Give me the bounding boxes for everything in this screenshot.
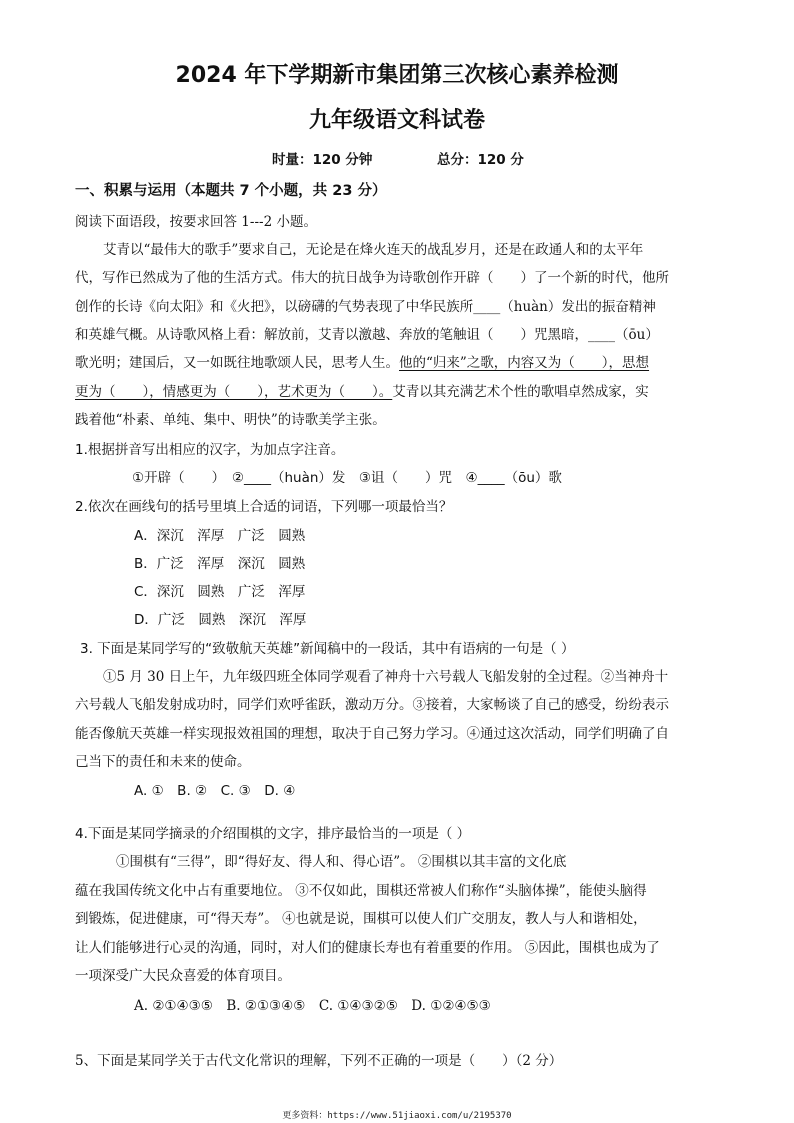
question-4-stem: 4.下面是某同学摘录的介绍围棋的文字，排序最恰当的一项是（ ） bbox=[75, 826, 471, 842]
exam-subtitle: 九年级语文科试卷 bbox=[308, 108, 485, 133]
question-3-line: ①5 月 30 日上午，九年级四班全体同学观看了神舟十六号载人飞船发射的全过程。②当神舟十 bbox=[103, 669, 669, 685]
passage-line: 艾青以其充满艺术个性的歌唱卓然成家，实 bbox=[392, 384, 649, 400]
question-4-line: 到锻炼，促进健康，可“得天寿”。 ④也就是说，围棋可以使人们广交朋友，教人与人和谐相处， bbox=[75, 911, 647, 927]
question-4-line: 一项深受广大民众喜爱的体育项目。 bbox=[75, 968, 291, 984]
question-4-options: A. ②①④③⑤ B. ②①③④⑤ C. ①④③②⑤ D. ①②④⑤③ bbox=[134, 998, 491, 1014]
passage-line: 歌光明；建国后，又一如既往地歌颂人民，思考人生。 bbox=[75, 355, 399, 371]
footer-link[interactable]: 更多资料：https://www.51jiaoxi.com/u/2195370 bbox=[282, 1111, 512, 1121]
underlined-sentence: 更为（ ），情感更为（ ），艺术更为（ ）。 bbox=[75, 384, 393, 400]
question-5-stem: 5、下面是某同学关于古代文化常识的理解，下列不正确的一项是（ ）（2 分） bbox=[75, 1053, 563, 1069]
question-2-option-b: B．广泛 浑厚 深沉 圆熟 bbox=[134, 556, 306, 572]
passage-line: 践着他“朴素、单纯、集中、明快”的诗歌美学主张。 bbox=[75, 412, 386, 428]
question-3-options: A. ① B. ② C. ③ D. ④ bbox=[134, 783, 296, 799]
passage-line: 创作的长诗《向太阳》和《火把》，以磅礴的气势表现了中华民族所____（huàn）发出的振奋精神 bbox=[75, 299, 656, 315]
question-2-option-a: A．深沉 浑厚 广泛 圆熟 bbox=[134, 528, 306, 544]
question-2-stem: 2.依次在画线句的括号里填上合适的词语，下列哪一项最恰当？ bbox=[75, 499, 453, 515]
exam-total-score: 总分：120 分 bbox=[437, 152, 524, 168]
section-heading: 一、积累与运用（本题共 7 个小题，共 23 分） bbox=[75, 183, 387, 199]
exam-time: 时量：120 分钟 bbox=[272, 152, 373, 168]
reading-intro: 阅读下面语段，按要求回答 1---2 小题。 bbox=[75, 214, 317, 230]
question-3-stem: 3. 下面是某同学写的“致敬航天英雄”新闻稿中的一段话，其中有语病的一句是（ ） bbox=[80, 641, 575, 657]
underlined-sentence: 他的“归来”之歌，内容又为（ ），思想 bbox=[399, 355, 650, 371]
question-4-line: ①围棋有“三得”，即“得好友、得人和、得心语”。 ②围棋以其丰富的文化底 bbox=[116, 854, 567, 870]
passage-line: 艾青以“最伟大的歌手”要求自己，无论是在烽火连天的战乱岁月，还是在政通人和的太平年 bbox=[103, 242, 644, 258]
exam-title: 2024 年下学期新市集团第三次核心素养检测 bbox=[175, 63, 619, 88]
question-3-line: 能否像航天英雄一样实现报效祖国的理想，取决于自己努力学习。④通过这次活动，同学们明确了自 bbox=[75, 726, 669, 742]
question-2-option-d: D．广泛 圆熟 深沉 浑厚 bbox=[134, 612, 307, 628]
question-4-line: 蕴在我国传统文化中占有重要地位。 ③不仅如此，围棋还常被人们称作“头脑体操”，能使头脑得 bbox=[75, 883, 647, 899]
question-3-line: 六号载人飞船发射成功时，同学们欢呼雀跃，激动万分。③接着，大家畅谈了自己的感受，纷纷表示 bbox=[75, 697, 669, 713]
passage-line: 代，写作已然成为了他的生活方式。伟大的抗日战争为诗歌创作开辟（ ）了一个新的时代，他所 bbox=[75, 270, 669, 286]
question-4-line: 让人们能够进行心灵的沟通，同时，对人们的健康长寿也有着重要的作用。 ⑤因此，围棋也成为了 bbox=[75, 940, 660, 956]
question-1-items: ①开辟（ ） ②____（huàn）发 ③诅（ ）咒 ④____（ōu）歌 bbox=[132, 470, 562, 486]
question-3-line: 己当下的责任和未来的使命。 bbox=[75, 754, 251, 770]
question-2-option-c: C．深沉 圆熟 广泛 浑厚 bbox=[134, 584, 306, 600]
question-1-stem: 1.根据拼音写出相应的汉字，为加点字注音。 bbox=[75, 442, 345, 458]
passage-line: 和英雄气概。从诗歌风格上看：解放前，艾青以激越、奔放的笔触诅（ ）咒黑暗，____（ōu） bbox=[75, 327, 659, 343]
